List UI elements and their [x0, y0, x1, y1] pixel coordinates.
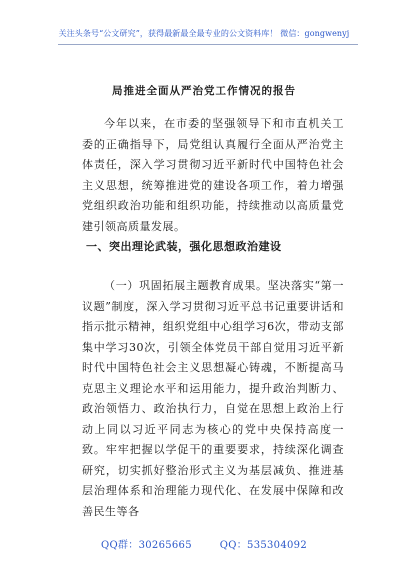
- intro-paragraph: 今年以来，在市委的坚强领导下和市直机关工委的正确指导下，局党组认真履行全面从严治党主体责任，深入学习贯彻习近平新时代中国特色社会主义思想，统筹推进党的建设各项工作，着力增强党组织政治功能和组织功能，持续推动以高质量党建引领高质量发展。: [82, 117, 344, 233]
- footer-qq-group: QQ群：30265665: [100, 540, 192, 551]
- section-heading: 一、突出理论武装，强化思想政治建设: [86, 240, 282, 253]
- footer-spacer: [192, 540, 220, 551]
- footer-contact: [0, 536, 408, 551]
- header-banner: 关注头条号“公文研究”，获得最新最全最专业的公文资料库！ 微信：gongwenyj: [58, 29, 350, 38]
- footer-qq-number: QQ：535304092: [219, 540, 307, 551]
- header-divider: [58, 44, 358, 45]
- document-title: 局推进全面从严治党工作情况的报告: [112, 85, 296, 97]
- subsection-paragraph: （一）巩固拓展主题教育成果。坚决落实“第一议题”制度，深入学习贯彻习近平总书记重要讲话和指示批示精神，组织党组中心组学习6次，带动支部集中学习30次，引领全体党员干部自觉用习近平新时代中国特色社会主义思想凝心铸魂，不断提高马克思主义理论水平和运用能力，提升政治判断力、政治领悟力、政治执行力，自觉在思想上政治上行动上同以习近平同志为核心的党中央保持高度一致。牢牢把握以学促干的重要要求，持续深化调查研究，切实抓好整治形式主义为基层减负、推进基层治理体系和治理能力现代化、在发展中保障和改善民生等各: [82, 279, 344, 518]
